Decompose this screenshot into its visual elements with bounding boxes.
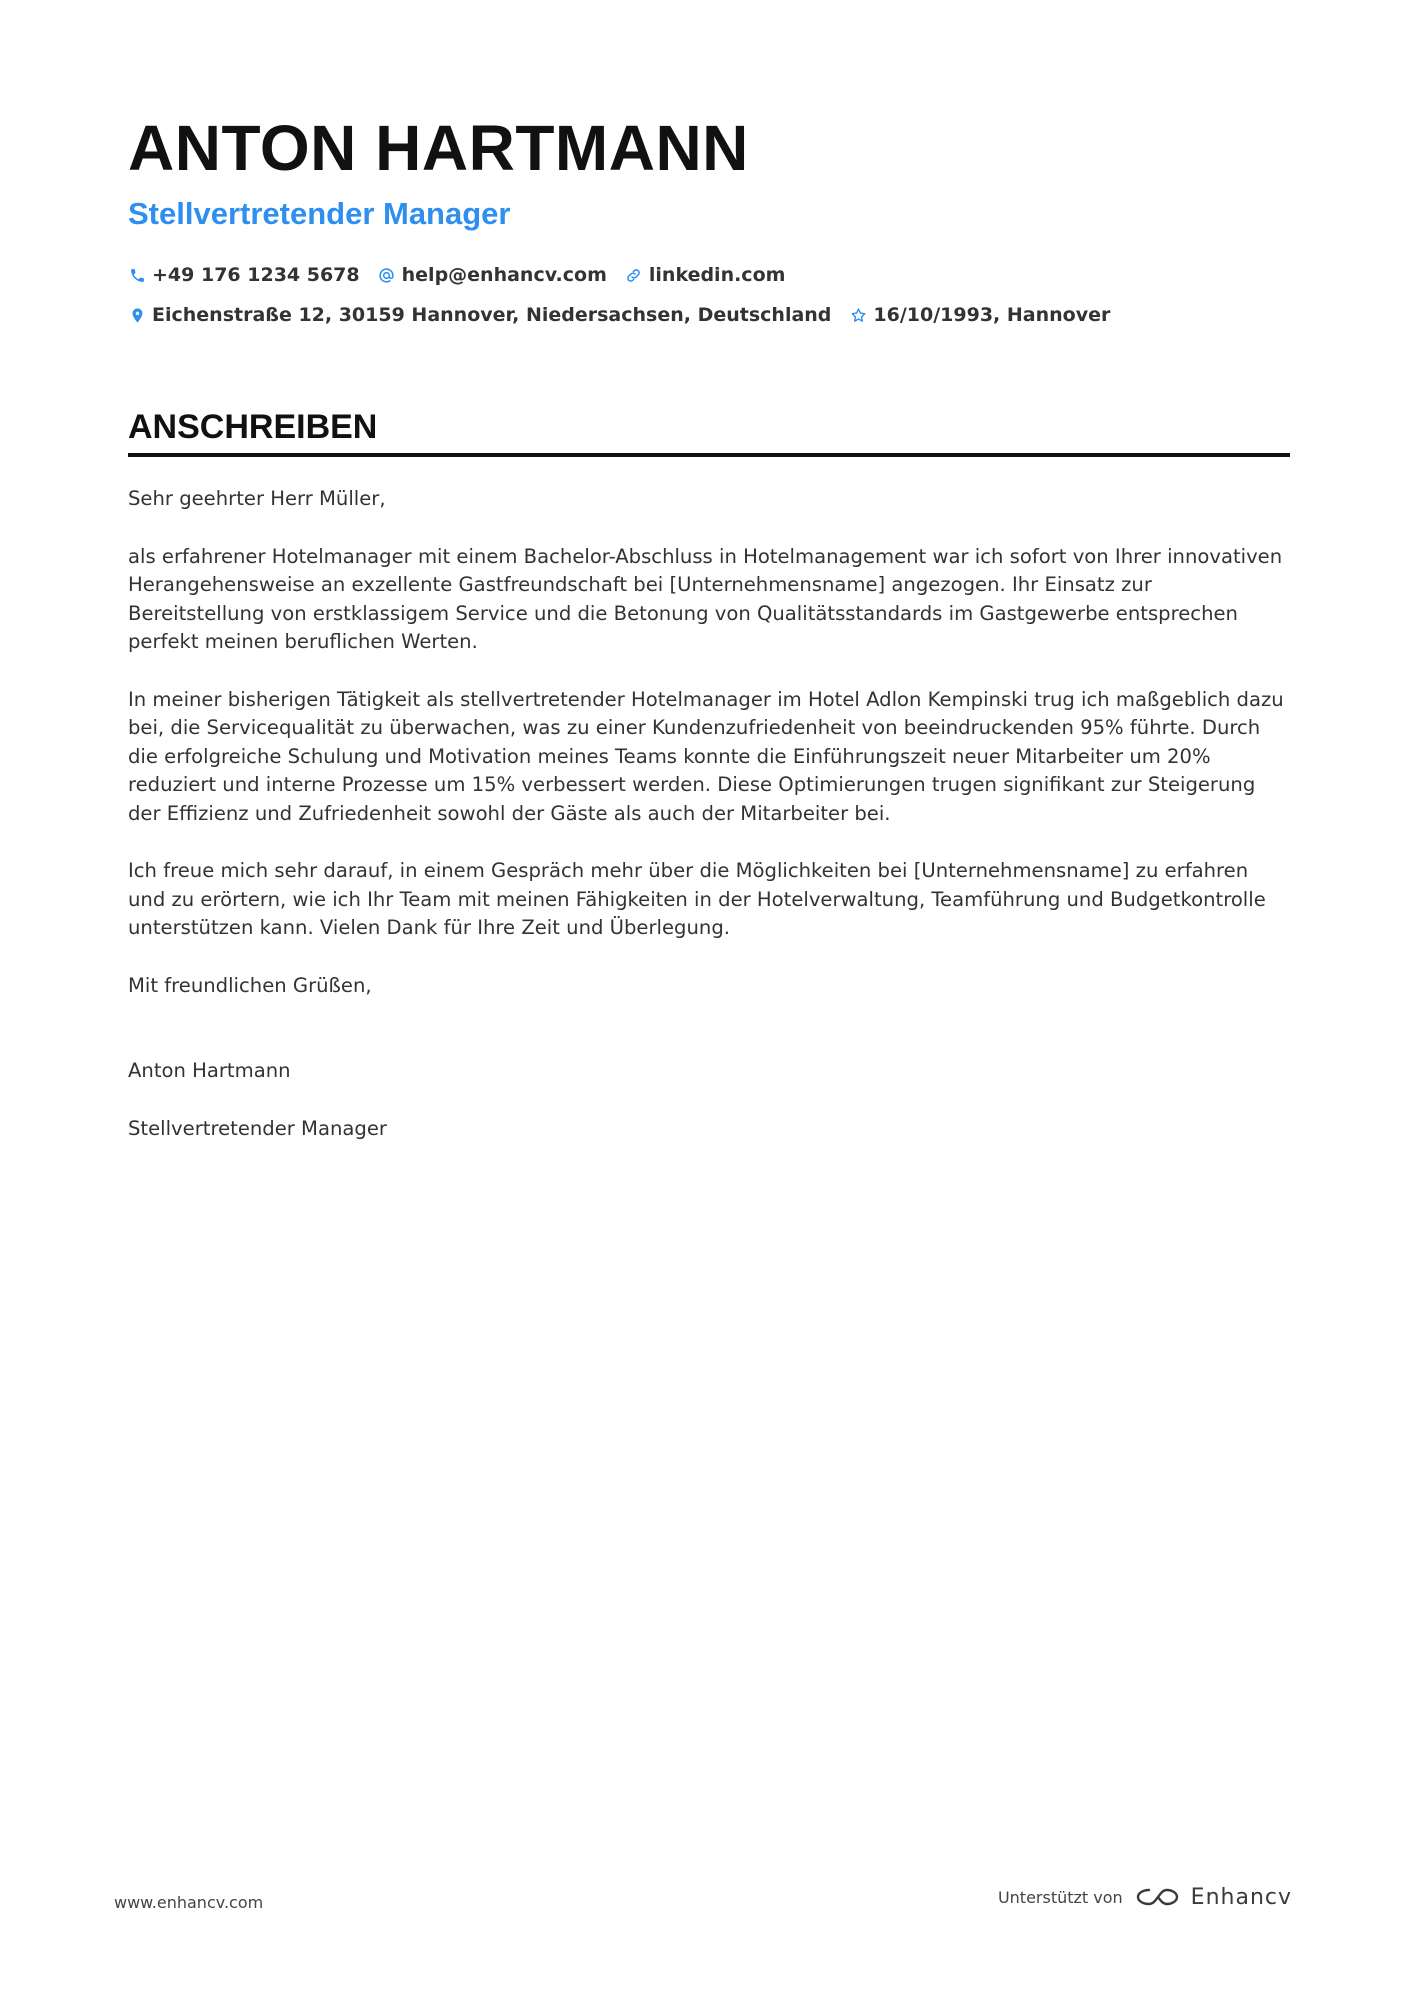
- contact-phone: [128, 264, 360, 286]
- footer-branding: [998, 1884, 1292, 1910]
- applicant-role: Stellvertretender Manager: [128, 196, 511, 231]
- contact-birth: [849, 304, 1110, 326]
- letter-body: [128, 485, 1290, 1143]
- contact-row-1: [128, 260, 1290, 290]
- phone-icon: [128, 266, 146, 284]
- applicant-name: ANTON HARTMANN: [128, 112, 749, 184]
- contact-row-2: [128, 300, 1290, 330]
- contact-email-text: help@enhancv.com: [401, 264, 607, 286]
- contact-birth-text: 16/10/1993, Hannover: [873, 304, 1111, 326]
- at-icon: [378, 266, 396, 284]
- contact-address: [128, 304, 831, 326]
- letter-salutation: Sehr geehrter Herr Müller,: [128, 487, 386, 510]
- contact-phone-text: +49 176 1234 5678: [152, 264, 360, 286]
- letter-paragraph-3: Ich freue mich sehr darauf, in einem Gespräch mehr über die Möglichkeiten bei [Unternehmensname] zu erfahren und zu erörtern, wie ich Ihr Team mit meinen Fähigkeiten in der Hotelverwaltung, Teamführung und Budgetkontrolle unterstützen kann. Vielen Dank für Ihre Zeit und Überlegung.: [128, 859, 1266, 939]
- contact-email[interactable]: [378, 264, 607, 286]
- signature-role: Stellvertretender Manager: [128, 1116, 387, 1140]
- contact-linkedin[interactable]: [625, 264, 786, 286]
- contact-linkedin-text: linkedin.com: [648, 264, 786, 286]
- header: [128, 110, 1290, 340]
- letter-paragraph-2: In meiner bisherigen Tätigkeit als stellvertretender Hotelmanager im Hotel Adlon Kempinski trug ich maßgeblich dazu bei, die Servicequalität zu überwachen, was zu einer Kundenzufriedenheit von beeindruckenden 95% führte. Durch die erfolgreiche Schulung und Motivation meines Teams konnte die Einführungszeit neuer Mitarbeiter um 20% reduziert und interne Prozesse um 15% verbessert werden. Diese Optimierungen trugen signifikant zur Steigerung der Effizienz und Zufriedenheit sowohl der Gäste als auch der Mitarbeiter bei.: [128, 687, 1284, 825]
- letter-closing: Mit freundlichen Grüßen,: [128, 973, 372, 997]
- brand-name: Enhancv: [1190, 1884, 1292, 1910]
- letter-paragraph-1: als erfahrener Hotelmanager mit einem Bachelor-Abschluss in Hotelmanagement war ich sofort von Ihrer innovativen Herangehensweise an exzellente Gastfreundschaft bei [Unternehmensname] angezogen. Ihr Einsatz zur Bereitstellung von erstklassigem Service und die Betonung von Qualitätsstandards im Gastgewerbe entsprechen perfekt meinen beruflichen Werten.: [128, 544, 1283, 653]
- location-pin-icon: [128, 306, 146, 324]
- cover-letter-section: [128, 405, 1290, 1172]
- powered-by-text: Unterstützt von: [997, 1887, 1123, 1907]
- signature-name: Anton Hartmann: [128, 1059, 291, 1082]
- footer-website[interactable]: www.enhancv.com: [114, 1893, 264, 1912]
- section-title: ANSCHREIBEN: [128, 405, 1290, 457]
- contact-info: [128, 260, 1290, 330]
- enhancv-logo-icon: [1135, 1884, 1181, 1910]
- star-icon: [849, 306, 867, 324]
- link-icon: [625, 266, 643, 284]
- contact-address-text: Eichenstraße 12, 30159 Hannover, Niedersachsen, Deutschland: [152, 304, 832, 326]
